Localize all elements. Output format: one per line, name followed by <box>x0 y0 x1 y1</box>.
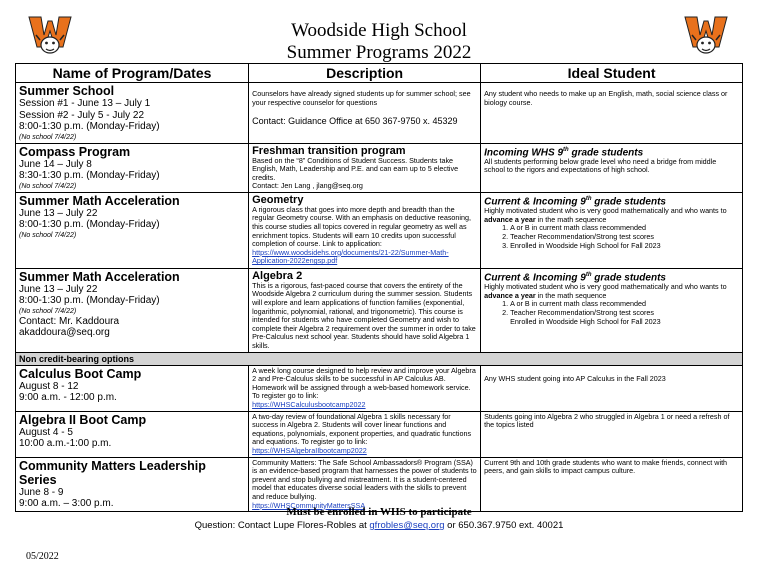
program-name: Calculus Boot Camp <box>19 366 142 381</box>
ideal-student-text: Highly motivated student who is very good mathematically and who wants to advance a year in the math sequence <box>484 206 727 224</box>
document-subtitle: Summer Programs 2022 <box>286 42 472 63</box>
program-name: Algebra II Boot Camp <box>19 412 147 427</box>
contact-phone: or 650.367.9750 ext. 40021 <box>447 520 564 531</box>
section-row <box>16 352 743 365</box>
program-time: 9:00 a.m. – 3:00 p.m. <box>19 498 114 510</box>
program-contact-email: akaddoura@seq.org <box>19 327 110 339</box>
ideal-student-text: Students going into Algebra 2 who struggled in Algebra 1 or need a refresh of the topics listed <box>484 411 730 430</box>
ideal-student-title: Current & Incoming 9th grade students <box>484 271 666 284</box>
column-header-description: Description <box>249 64 481 83</box>
table-header-row <box>16 64 743 83</box>
program-cell <box>16 143 249 192</box>
ideal-student-cell <box>481 192 743 268</box>
program-link[interactable]: https://WHSCommunityMattersSSA <box>252 500 366 510</box>
description-cell <box>249 365 481 411</box>
table-row <box>16 143 743 192</box>
ideal-student-text: All students performing below grade level who need a bridge from middle school to the rigors and expectations of high school. <box>484 156 717 175</box>
description-cell <box>249 268 481 352</box>
description-text: Community Matters: The Safe School Ambassadors® Program (SSA) is an evidence-based program that harnesses the power of students to prevent and stop bullying and mistreatment. It is a student-centered model that educates diverse social leaders with the skills to prevent and reduce bullying. <box>252 457 477 501</box>
program-date: August 8 - 12 <box>19 380 79 392</box>
school-name: Woodside High School <box>291 20 467 41</box>
list-item: 3. Enrolled in Woodside High School for Fall 2023 <box>510 242 739 251</box>
program-name: Summer Math Acceleration <box>19 269 180 284</box>
program-cell <box>16 457 249 512</box>
ideal-student-title: Current & Incoming 9th grade students <box>484 195 666 208</box>
description-text: A two-day review of foundational Algebra 1 skills necessary for success in Algebra 2. Students will cover linear functions and equations, polynomials, exponent properties, and quadratic functions and equations. To register go to link: <box>252 411 472 447</box>
description-cell <box>249 411 481 457</box>
description-contact: Contact: Guidance Office at 650 367-9750 x. 45329 <box>252 116 458 127</box>
program-time: 10:00 a.m.-1:00 p.m. <box>19 438 112 450</box>
register-link[interactable]: https://WHSCalculusbootcamp2022 <box>252 400 366 409</box>
ideal-student-cell <box>481 83 743 144</box>
ideal-student-text: Any student who needs to make up an English, math, social science class or biology course. <box>484 89 728 107</box>
list-item: 1. A or B in current math class recommended <box>510 224 739 233</box>
description-title: Algebra 2 <box>252 269 303 282</box>
description-text: This is a rigorous, fast-paced course that covers the entirety of the Woodside Algebra 2 curriculum during the summer session. Students will explore and learn applications of function families (exponential, logarithmic, polynomial, rational, and trigonometric). This course is intended for students who have completed Geometry and wish to complete their Algebra 2 requirement over the summer in order to take Pre-Calculus next school year. Students should have solid Algebra 1 skills. <box>252 280 476 351</box>
description-cell <box>249 457 481 512</box>
program-name: Summer School <box>19 84 115 98</box>
list-item: 2. Teacher Recommendation/Strong test scores <box>510 233 739 242</box>
list-item: 1. A or B in current math class recommended <box>510 300 739 309</box>
program-name: Compass Program <box>19 144 131 159</box>
description-text: A rigorous class that goes into more depth and breadth than the regular Geometry course. With an emphasis on deductive reasoning, this course studies all topics covered in regular geometry as well as enrichment topics. Students will earn 10 credits upon successful completion of course. Link to application: <box>252 204 472 249</box>
enrollment-notice: Must be enrolled in WHS to participate <box>286 506 472 518</box>
program-date: Session #1 - June 13 – July 1 <box>19 98 151 109</box>
program-cell <box>16 411 249 457</box>
column-header-ideal-student: Ideal Student <box>481 64 743 83</box>
program-cell <box>16 268 249 352</box>
ideal-student-cell <box>481 457 743 512</box>
ideal-student-cell <box>481 365 743 411</box>
program-time: 8:00-1:30 p.m. (Monday-Friday) <box>19 295 160 307</box>
ideal-student-title: Incoming WHS 9th grade students <box>484 146 644 158</box>
list-item: Enrolled in Woodside High School for Fall 2023 <box>510 316 661 326</box>
table-row <box>16 83 743 144</box>
program-cell <box>16 83 249 144</box>
page-title <box>0 20 758 64</box>
program-date: June 13 – July 22 <box>19 207 98 219</box>
description-title: Freshman transition program <box>252 144 406 157</box>
program-date: June 13 – July 22 <box>19 283 98 295</box>
section-label: Non credit-bearing options <box>16 352 743 365</box>
application-link[interactable]: https://www.woodsidehs.org/documents/21-22/Summer-Math-Application-2022engsp.pdf <box>252 247 449 266</box>
program-date: Session #2 - July 5 - July 22 <box>19 109 145 121</box>
program-note: (No school 7/4/22) <box>19 307 77 315</box>
ideal-student-cell <box>481 411 743 457</box>
program-date: June 8 - 9 <box>19 486 64 498</box>
list-item: 2. Teacher Recommendation/Strong test scores <box>510 309 739 318</box>
ideal-student-text: Current 9th and 10th grade students who want to make friends, connect with peers, and gain skills to impact campus culture. <box>484 457 728 476</box>
program-time: 8:30-1:30 p.m. (Monday-Friday) <box>19 170 160 181</box>
contact-text: Question: Contact Lupe Flores-Robles at <box>194 520 367 531</box>
description-contact: Contact: Jen Lang , jlang@seq.org <box>252 181 363 191</box>
table-row <box>16 192 743 268</box>
description-text: A week long course designed to help review and improve your Algebra 2 and Pre-Calculus skills to be successful in AP Calculus AB. Homework will be assigned through a web-based homework service. To register go to link: <box>252 365 476 401</box>
program-name: Summer Math Acceleration <box>19 193 180 208</box>
program-note: (No school 7/4/22) <box>19 182 77 190</box>
ideal-student-cell <box>481 143 743 192</box>
criteria-list <box>484 300 739 317</box>
program-note: (No school 7/4/22) <box>19 231 77 239</box>
ideal-student-text: Highly motivated student who is very good mathematically and who wants to advance a year in the math sequence <box>484 282 727 300</box>
program-cell <box>16 192 249 268</box>
program-note: (No school 7/4/22) <box>19 133 77 141</box>
description-title: Geometry <box>252 193 304 206</box>
description-cell <box>249 143 481 192</box>
register-link[interactable]: https://WHSAlgebraIIbootcamp2022 <box>252 446 367 455</box>
program-date: August 4 - 5 <box>19 426 73 438</box>
ideal-student-cell <box>481 268 743 352</box>
program-name: Community Matters Leadership Series <box>19 458 206 487</box>
document-date: 05/2022 <box>26 551 59 562</box>
description-cell <box>249 192 481 268</box>
program-time: 9:00 a.m. - 12:00 p.m. <box>19 392 117 404</box>
program-cell <box>16 365 249 411</box>
column-header-program: Name of Program/Dates <box>16 64 249 83</box>
programs-table <box>15 63 743 512</box>
table-row <box>16 411 743 457</box>
ideal-student-text: Any WHS student going into AP Calculus in the Fall 2023 <box>484 373 666 383</box>
criteria-list <box>484 224 739 250</box>
description-cell <box>249 83 481 144</box>
program-date: June 14 – July 8 <box>19 158 92 170</box>
table-row <box>16 365 743 411</box>
description-text: Counselors have already signed students up for summer school; see your respective counselor for questions <box>252 89 471 107</box>
table-row <box>16 268 743 352</box>
contact-line <box>0 520 758 531</box>
program-time: 8:00-1:30 p.m. (Monday-Friday) <box>19 121 160 132</box>
contact-email-link[interactable]: gfrobles@seq.org <box>369 520 445 531</box>
description-text: Based on the “8” Conditions of Student Success. Students take English, Math, Leadership and P.E. and can earn up to 5 elective credits. <box>252 155 459 182</box>
program-contact: Contact: Mr. Kaddoura <box>19 315 120 327</box>
table-row <box>16 457 743 512</box>
program-time: 8:00-1:30 p.m. (Monday-Friday) <box>19 219 160 231</box>
